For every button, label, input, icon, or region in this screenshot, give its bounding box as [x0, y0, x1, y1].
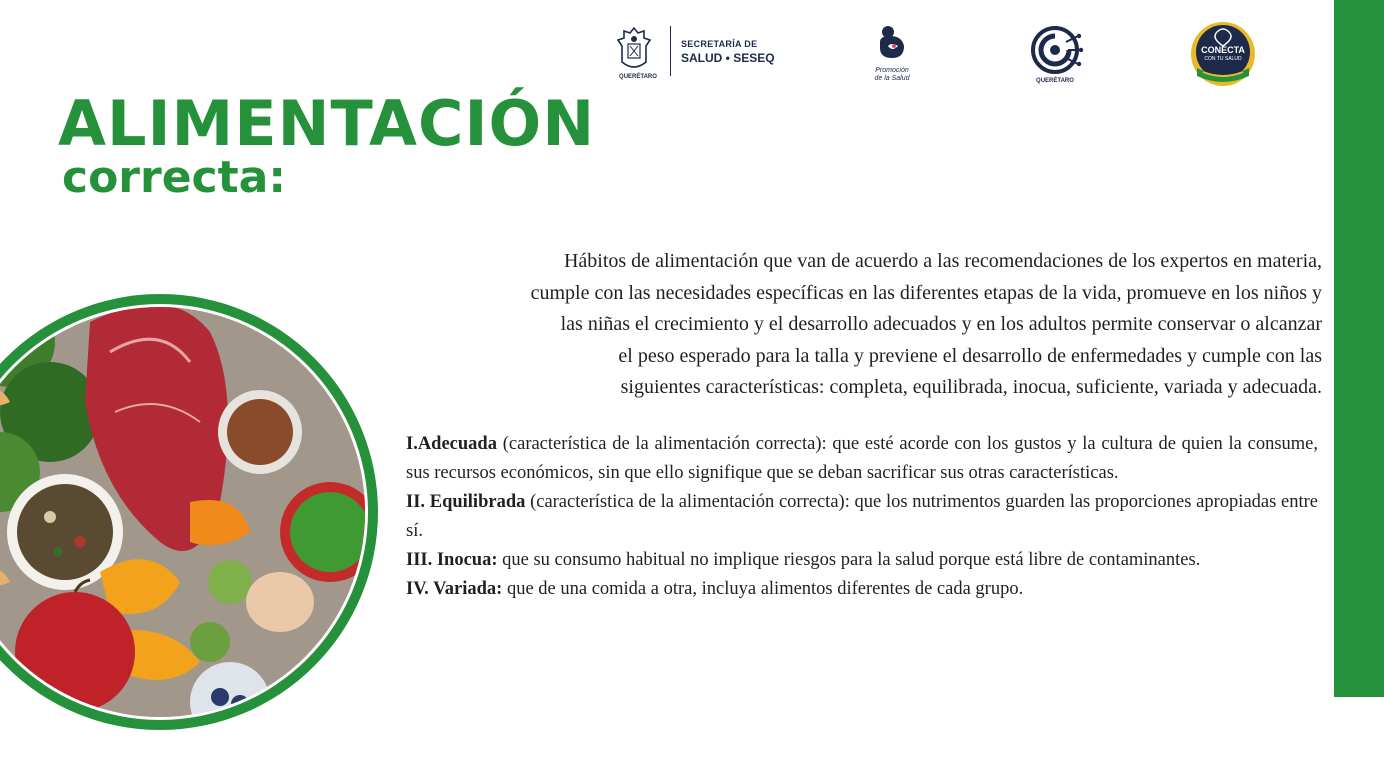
conecta-line1: CONECTA: [1201, 45, 1245, 55]
characteristic-term: IV. Variada:: [406, 579, 503, 599]
seseq-text: [681, 37, 775, 65]
characteristic-term: II. Equilibrada: [406, 492, 526, 512]
logo-divider: [670, 26, 671, 76]
laboratorio-comunicacion-icon: [1024, 22, 1086, 84]
seseq-line1: SECRETARÍA DE: [681, 39, 758, 49]
conecta-line2: CON TU SALUD: [1204, 56, 1242, 62]
promocion-salud-icon: [872, 22, 912, 62]
intro-line: el peso esperado para la talla y previene el desarrollo de enfermedades y cumple con las: [618, 344, 1322, 367]
characteristic-item: [406, 430, 1318, 488]
seseq-line2: SALUD • SESEQ: [681, 51, 775, 65]
right-green-bar: [1334, 0, 1384, 697]
intro-line: siguientes características: completa, equilibrada, inocua, suficiente, variada y adecuada.: [620, 376, 1322, 398]
intro-line: las niñas el crecimiento y el desarrollo adecuados y en los adultos permite conservar o alcanzar: [560, 313, 1322, 335]
queretaro-crest-icon: [608, 24, 660, 78]
characteristic-text: (característica de la alimentación correcta): que esté acorde con los gustos y la cultura de quien la consume, sus recursos económicos, sin que ello signifique que se deban sacrificar sus otras características.: [406, 434, 1318, 483]
characteristic-term: I.Adecuada: [406, 434, 497, 454]
characteristic-item: [406, 488, 1318, 546]
page-subtitle: correcta:: [62, 152, 286, 203]
conecta-logo: [1183, 18, 1263, 90]
promocion-salud-logo: [862, 22, 922, 88]
crest-caption: QUERÉTARO: [619, 74, 657, 80]
characteristics-list: [406, 430, 1318, 604]
promo-line1: Promoción: [875, 67, 909, 74]
characteristic-item: [406, 546, 1318, 575]
characteristic-text: que de una comida a otra, incluya alimentos diferentes de cada grupo.: [502, 579, 1024, 599]
seseq-logo: [608, 24, 775, 78]
intro-paragraph: [298, 246, 1322, 404]
characteristic-text: que su consumo habitual no implique riesgos para la salud porque está libre de contaminantes.: [497, 550, 1201, 570]
header-logos: [600, 18, 1280, 93]
intro-line: Hábitos de alimentación que van de acuerdo a las recomendaciones de los expertos en materia,: [563, 250, 1322, 272]
page-title: ALIMENTACIÓN: [58, 87, 596, 160]
promo-line2: de la Salud: [874, 75, 910, 82]
characteristic-text: (característica de la alimentación correcta): que los nutrimentos guarden las proporciones apropiadas entre sí.: [406, 492, 1318, 541]
lab-caption: QUERÉTARO: [1036, 78, 1074, 84]
laboratorio-logo: [1020, 22, 1090, 88]
intro-line: cumple con las necesidades específicas en las diferentes etapas de la vida, promueve en los niños y: [530, 281, 1322, 304]
characteristic-item: [406, 575, 1318, 604]
characteristic-term: III. Inocua:: [406, 550, 498, 570]
